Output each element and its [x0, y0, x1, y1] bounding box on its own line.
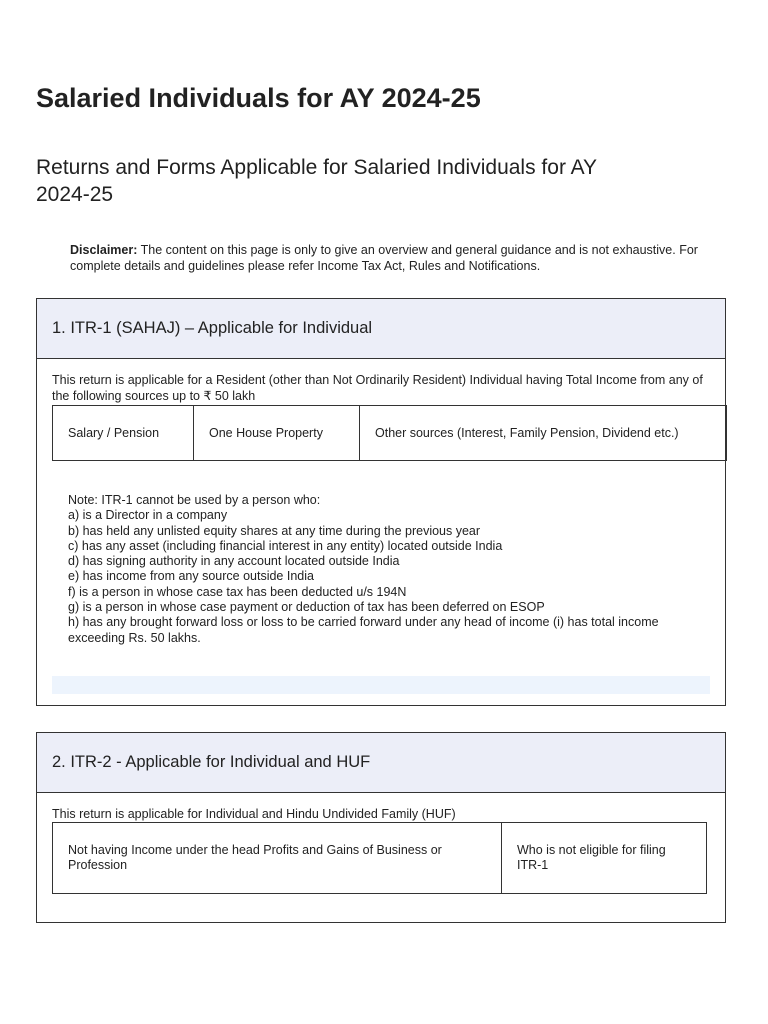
itr1-intro: This return is applicable for a Resident (other than Not Ordinarily Resident) Individual having Total Income from any of the following sources up to ₹ 50 lakh: [52, 373, 703, 403]
disclaimer-text: The content on this page is only to give an overview and general guidance and is not exhaustive. For complete details and guidelines please refer Income Tax Act, Rules and Notifications.: [70, 243, 698, 273]
disclaimer: [70, 242, 710, 274]
page-subtitle: Returns and Forms Applicable for Salaried Individuals for AY 2024-25: [36, 156, 597, 206]
note-item: e) has income from any source outside India: [68, 569, 314, 584]
itr2-intro: This return is applicable for Individual and Hindu Undivided Family (HUF): [52, 807, 456, 821]
itr1-note: [68, 493, 698, 646]
itr2-card: [36, 732, 726, 923]
note-item: g) is a person in whose case payment or deduction of tax has been deferred on ESOP: [68, 600, 545, 615]
note-item: h) has any brought forward loss or loss to be carried forward under any head of income (i) has total income exceeding Rs. 50 lakhs.: [68, 615, 659, 645]
disclaimer-label: Disclaimer:: [70, 243, 138, 257]
note-item: a) is a Director in a company: [68, 508, 228, 523]
itr1-card: [36, 298, 726, 706]
source-cell: Salary / Pension: [53, 406, 194, 461]
source-cell: One House Property: [194, 406, 360, 461]
note-item: b) has held any unlisted equity shares at any time during the previous year: [68, 523, 481, 538]
note-item: c) has any asset (including financial interest in any entity) located outside India: [68, 538, 503, 553]
source-cell: Other sources (Interest, Family Pension, Dividend etc.): [360, 406, 727, 461]
itr2-conditions-table: [52, 822, 707, 894]
note-title: Note: ITR-1 cannot be used by a person who:: [68, 493, 321, 507]
itr1-sources-table: [52, 405, 727, 461]
itr2-heading: 2. ITR-2 - Applicable for Individual and HUF: [37, 733, 725, 793]
note-item: d) has signing authority in any account located outside India: [68, 554, 400, 569]
condition-cell: Who is not eligible for filing ITR-1: [502, 823, 707, 894]
itr1-heading: 1. ITR-1 (SAHAJ) – Applicable for Individual: [37, 299, 725, 359]
highlight-bar: [52, 676, 710, 694]
page-title: Salaried Individuals for AY 2024-25: [36, 83, 481, 113]
condition-cell: Not having Income under the head Profits and Gains of Business or Profession: [53, 823, 502, 894]
note-item: f) is a person in whose case tax has been deducted u/s 194N: [68, 584, 407, 599]
